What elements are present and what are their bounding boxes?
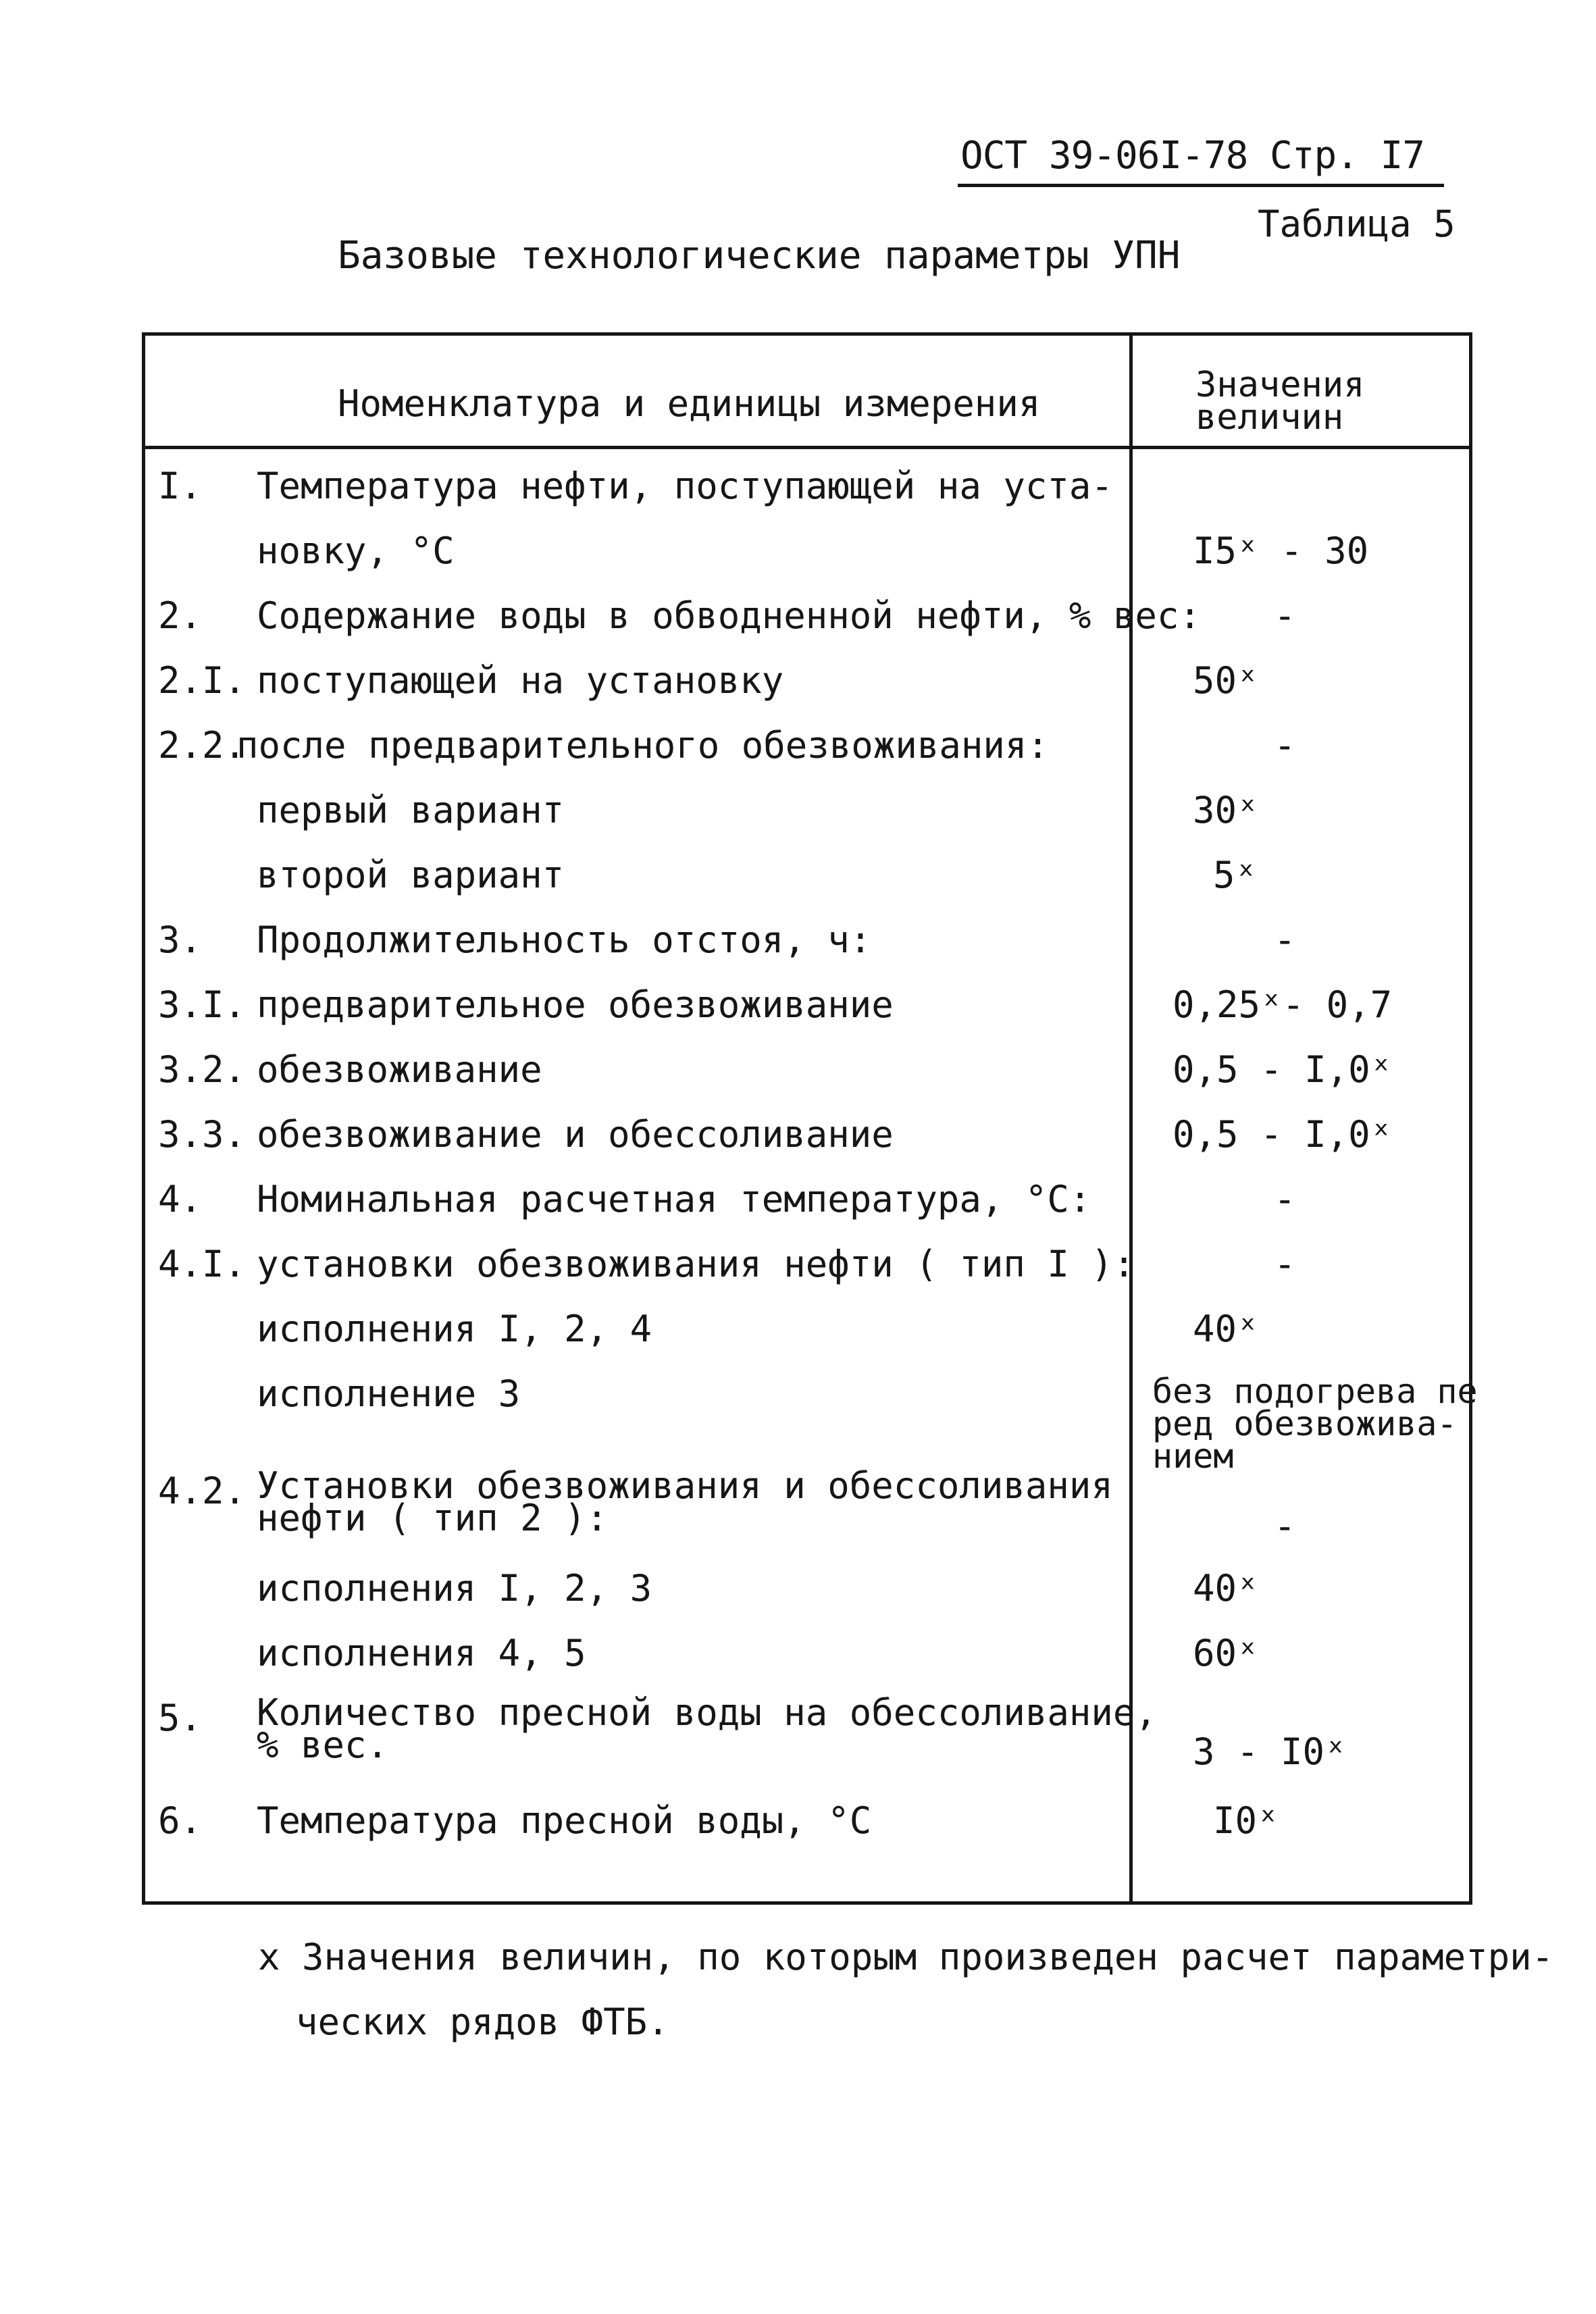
column-header-values: Значения величин (1195, 365, 1365, 438)
row-text: поступающей на установку (257, 659, 784, 702)
row-number: 3.2. (158, 1048, 247, 1091)
row-text: новку, °С (257, 530, 455, 572)
row-text: Содержание воды в обводненной нефти, % вес: (257, 594, 1201, 637)
row-value: 0,25ˣ- 0,7 (1173, 983, 1393, 1026)
row-text: после предварительного обезвоживания: (236, 724, 1049, 767)
row-text: исполнения I, 2, 4 (257, 1308, 652, 1350)
row-value: 60ˣ (1193, 1632, 1259, 1674)
header-underline (958, 184, 1444, 187)
row-value: 40ˣ (1193, 1308, 1259, 1350)
row-text: Температура нефти, поступающей на уста- (257, 465, 1113, 507)
row-value: 30ˣ (1193, 789, 1259, 831)
row-number: 4.I. (158, 1243, 247, 1285)
row-value: - (1274, 1505, 1296, 1547)
row-text: Количество пресной воды на обессоливание, % вес. (257, 1691, 1157, 1766)
row-value: 5ˣ (1213, 854, 1258, 896)
row-value: 0,5 - I,0ˣ (1173, 1113, 1393, 1156)
row-number: 3.I. (158, 983, 247, 1026)
row-text: обезвоживание (257, 1048, 542, 1091)
row-number: 2. (158, 594, 203, 637)
row-value: - (1274, 1178, 1296, 1220)
row-text: второй вариант (257, 854, 565, 896)
row-text: установки обезвоживания нефти ( тип I ): (257, 1243, 1135, 1285)
row-value: 40ˣ (1193, 1567, 1259, 1610)
row-text: Продолжительность отстоя, ч: (257, 919, 872, 961)
header-divider (142, 446, 1472, 449)
row-text: Температура пресной воды, °С (257, 1799, 872, 1842)
row-number: 3.3. (158, 1113, 247, 1156)
row-value: I0ˣ (1213, 1799, 1279, 1842)
column-header-nomenclature: Номенклатура и единицы измерения (338, 382, 1041, 425)
row-value: 3 - I0ˣ (1193, 1730, 1347, 1773)
column-divider (1129, 332, 1133, 1905)
row-number: 5. (158, 1697, 203, 1739)
row-text: исполнения 4, 5 (257, 1632, 586, 1674)
table-number: Таблица 5 (1258, 203, 1456, 245)
document-reference: ОСТ 39-06I-78 Стр. I7 (960, 134, 1425, 178)
row-text: предварительное обезвоживание (257, 983, 894, 1026)
row-value: I5ˣ - 30 (1193, 530, 1369, 572)
row-number: 2.2. (158, 724, 247, 767)
row-text: исполнение 3 (257, 1372, 521, 1415)
row-text: первый вариант (257, 789, 565, 831)
row-value: - (1274, 919, 1296, 961)
row-number: 3. (158, 919, 203, 961)
row-value: 50ˣ (1193, 659, 1259, 702)
row-number: 4.2. (158, 1470, 247, 1512)
row-number: I. (158, 465, 203, 507)
footnote: х Значения величин, по которым произведен расчет параметри- ческих рядов ФТБ. (258, 1936, 1554, 2043)
row-text: обезвоживание и обессоливание (257, 1113, 894, 1156)
row-value: 0,5 - I,0ˣ (1173, 1048, 1393, 1091)
row-value: без подогрева пе ред обезвожива- нием (1152, 1372, 1478, 1476)
row-number: 6. (158, 1799, 203, 1842)
row-text: Установки обезвоживания и обессоливания нефти ( тип 2 ): (257, 1464, 1113, 1539)
row-number: 4. (158, 1178, 203, 1220)
row-value: - (1274, 1243, 1296, 1285)
row-value: - (1274, 724, 1296, 767)
row-value: - (1274, 594, 1296, 637)
row-text: исполнения I, 2, 3 (257, 1567, 652, 1610)
row-number: 2.I. (158, 659, 247, 702)
row-text: Номинальная расчетная температура, °С: (257, 1178, 1091, 1220)
table-title: Базовые технологические параметры УПН (338, 234, 1181, 278)
